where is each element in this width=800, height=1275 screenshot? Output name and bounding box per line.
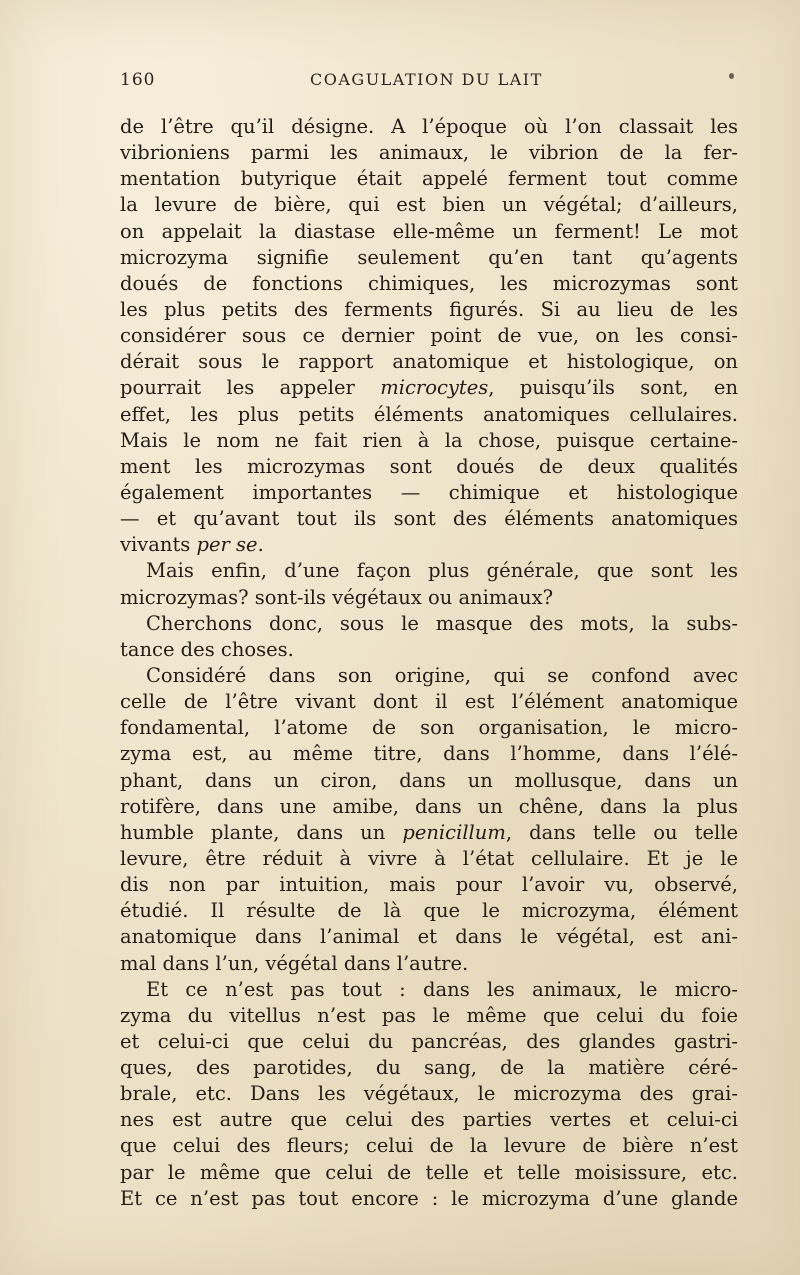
text-segment: microzymas? sont-ils végétaux ou animaux? — [120, 585, 554, 609]
text-segment: étudié. Il résulte de là que le microzyma, élément — [120, 899, 738, 923]
text-segment: levure, être réduit à vivre à l’état cellulaire. Et je le — [120, 846, 738, 870]
text-line — [120, 375, 738, 401]
text-segment: les plus petits des ferments figurés. Si au lieu de les — [120, 297, 738, 321]
text-segment: tance des choses. — [120, 637, 294, 661]
text-segment: celle de l’être vivant dont il est l’élément anatomique — [120, 690, 738, 714]
text-line — [120, 1133, 738, 1159]
text-segment: ques, des parotides, du sang, de la matière céré- — [120, 1056, 738, 1080]
text-line — [120, 245, 738, 271]
text-line — [120, 558, 738, 584]
text-segment: dérait sous le rapport anatomique et histologique, on — [120, 350, 738, 374]
text-line — [120, 114, 738, 140]
text-segment: par le même que celui de telle et telle moisissure, etc. — [120, 1160, 738, 1184]
text-segment: la levure de bière, qui est bien un végétal; d’ailleurs, — [120, 193, 738, 217]
text-line — [120, 349, 738, 375]
text-line — [120, 192, 738, 218]
text-line — [120, 768, 738, 794]
text-line — [120, 219, 738, 245]
text-line — [120, 1186, 738, 1212]
text-line — [120, 637, 738, 663]
text-segment: brale, etc. Dans les végétaux, le microzyma des grai- — [120, 1082, 738, 1106]
text-segment: dis non par intuition, mais pour l’avoir vu, observé, — [120, 873, 738, 897]
italic-term: per se — [196, 533, 258, 557]
text-segment: Et ce n’est pas tout : dans les animaux, le micro- — [146, 977, 738, 1001]
text-segment: rotifère, dans une amibe, dans un chêne, dans la plus — [120, 794, 738, 818]
text-segment: fondamental, l’atome de son organisation, le micro- — [120, 716, 738, 740]
text-line — [120, 741, 738, 767]
text-segment: mentation butyrique était appelé ferment tout comme — [120, 167, 738, 191]
text-line — [120, 297, 738, 323]
text-segment: anatomique dans l’animal et dans le végétal, est ani- — [120, 925, 738, 949]
text-line — [120, 323, 738, 349]
text-segment: doués de fonctions chimiques, les microzymas sont — [120, 271, 738, 295]
text-segment: , puisqu’ils sont, en — [488, 376, 738, 400]
text-line — [120, 1029, 738, 1055]
text-segment: — et qu’avant tout ils sont des éléments anatomiques — [120, 507, 738, 531]
text-line — [120, 715, 738, 741]
running-title: COAGULATION DU LAIT — [310, 70, 543, 89]
text-segment: on appelait la diastase elle-même un ferment! Le mot — [120, 219, 738, 243]
body-text — [120, 114, 738, 1212]
text-segment: Cherchons donc, sous le masque des mots, la subs- — [146, 611, 738, 635]
text-line — [120, 585, 738, 611]
text-line — [120, 1160, 738, 1186]
text-segment: Mais le nom ne fait rien à la chose, puisque certaine- — [120, 428, 738, 452]
text-line — [120, 1003, 738, 1029]
text-line — [120, 1081, 738, 1107]
text-segment: zyma du vitellus n’est pas le même que celui du foie — [120, 1003, 738, 1027]
text-line — [120, 977, 738, 1003]
text-line — [120, 611, 738, 637]
text-line — [120, 140, 738, 166]
text-line — [120, 1055, 738, 1081]
text-line — [120, 454, 738, 480]
text-line — [120, 480, 738, 506]
text-line — [120, 532, 738, 558]
text-line — [120, 820, 738, 846]
text-line — [120, 689, 738, 715]
text-segment: que celui des fleurs; celui de la levure de bière n’est — [120, 1134, 738, 1158]
text-segment: zyma est, au même titre, dans l’homme, dans l’élé- — [120, 742, 738, 766]
text-line — [120, 166, 738, 192]
text-segment: humble plante, dans un — [120, 820, 403, 844]
text-segment: également importantes — chimique et histologique — [120, 480, 738, 504]
italic-term: penicillum — [402, 820, 506, 844]
running-head — [120, 70, 740, 96]
text-segment: ment les microzymas sont doués de deux qualités — [120, 454, 738, 478]
text-segment: . — [257, 533, 264, 557]
text-segment: microzyma signifie seulement qu’en tant qu’agents — [120, 245, 738, 269]
text-segment: vivants — [120, 533, 197, 557]
text-segment: effet, les plus petits éléments anatomiques cellulaires. — [120, 402, 738, 426]
text-line — [120, 924, 738, 950]
text-line — [120, 951, 738, 977]
text-segment: mal dans l’un, végétal dans l’autre. — [120, 951, 469, 975]
italic-term: microcytes — [380, 376, 489, 400]
text-line — [120, 898, 738, 924]
text-segment: considérer sous ce dernier point de vue, on les consi- — [120, 324, 738, 348]
text-line — [120, 663, 738, 689]
text-segment: phant, dans un ciron, dans un mollusque, dans un — [120, 768, 738, 792]
text-segment: Mais enfin, d’une façon plus générale, que sont les — [146, 559, 738, 583]
text-segment: et celui-ci que celui du pancréas, des glandes gastri- — [120, 1029, 738, 1053]
text-segment: Et ce n’est pas tout encore : le microzyma d’une glande — [120, 1186, 738, 1210]
page-number: 160 — [120, 70, 156, 90]
text-line — [120, 428, 738, 454]
text-line — [120, 402, 738, 428]
text-line — [120, 506, 738, 532]
text-line — [120, 271, 738, 297]
text-segment: , dans telle ou telle — [505, 820, 738, 844]
text-segment: nes est autre que celui des parties vertes et celui-ci — [120, 1108, 738, 1132]
ink-speck — [729, 73, 734, 79]
text-segment: Considéré dans son origine, qui se confond avec — [146, 663, 738, 687]
text-line — [120, 872, 738, 898]
text-line — [120, 846, 738, 872]
text-line — [120, 1107, 738, 1133]
text-segment: de l’être qu’il désigne. A l’époque où l’on classait les — [120, 115, 738, 138]
text-line — [120, 794, 738, 820]
text-segment: vibrioniens parmi les animaux, le vibrion de la fer- — [120, 141, 738, 165]
text-segment: pourrait les appeler — [120, 376, 381, 400]
